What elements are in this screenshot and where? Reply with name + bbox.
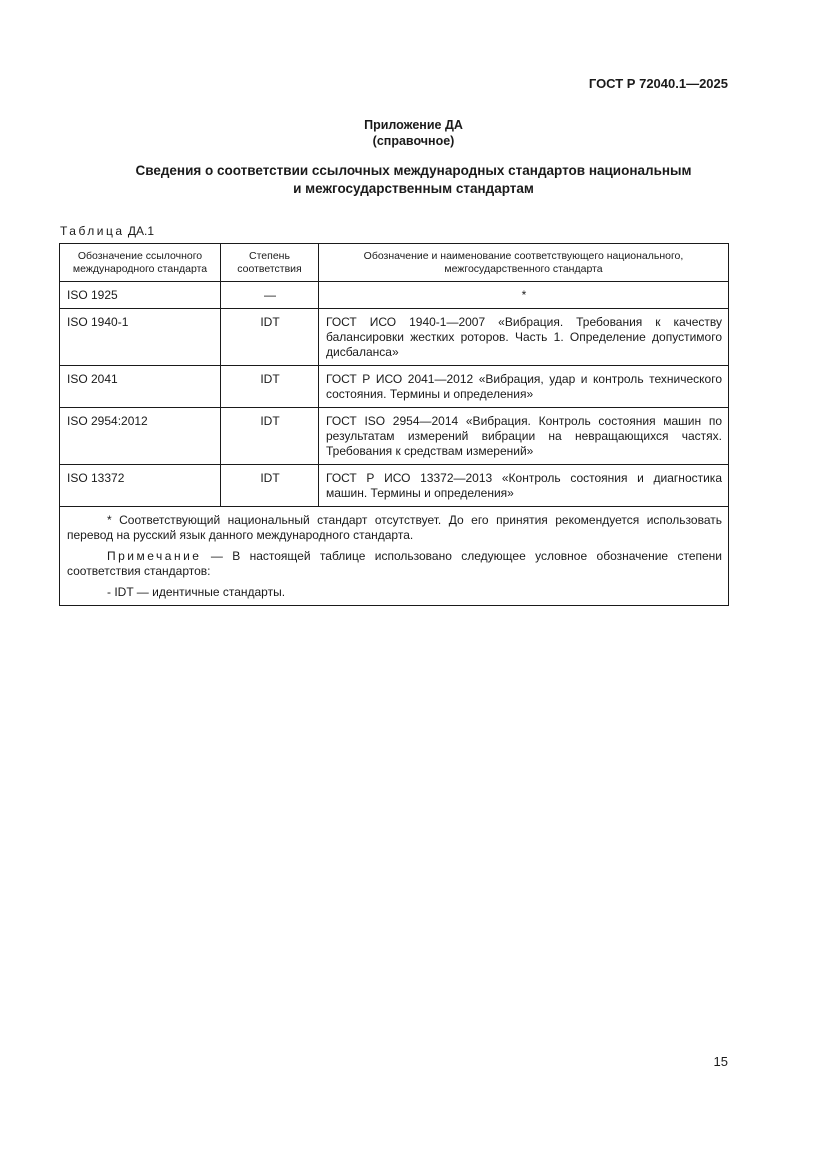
document-code: ГОСТ Р 72040.1—2025 — [588, 76, 728, 91]
page-number: 15 — [713, 1054, 728, 1069]
degree-cell: IDT — [221, 309, 319, 366]
table-header-row — [60, 244, 729, 282]
national-cell: ГОСТ ISO 2954—2014 «Вибрация. Контроль состояния машин по результатам измерений вибрации на невращающихся частях. Требования к средствам измерений» — [319, 408, 729, 465]
header-ref-standard: Обозначение ссылочного международного стандарта — [60, 244, 221, 282]
table-notes — [60, 507, 729, 606]
degree-cell: — — [221, 282, 319, 309]
appendix-title: Приложение ДА — [364, 118, 463, 132]
note-label: Примечание — [107, 549, 202, 563]
ref-cell: ISO 2954:2012 — [60, 408, 221, 465]
page-title — [0, 162, 827, 198]
page-title-line-2: и межгосударственным стандартам — [293, 181, 534, 196]
table-caption — [60, 224, 154, 238]
page-title-line-1: Сведения о соответствии ссылочных международных стандартов национальным — [135, 163, 692, 178]
table-caption-number: ДА.1 — [127, 224, 155, 238]
degree-cell: IDT — [221, 366, 319, 408]
note — [67, 549, 722, 579]
note-text: — В настоящей таблице использовано следующее условное обозначение степени соответствия стандартов: — [67, 549, 722, 578]
national-cell: ГОСТ Р ИСО 13372—2013 «Контроль состояния и диагностика машин. Термины и определения» — [319, 465, 729, 507]
table-row — [60, 309, 729, 366]
national-cell: ГОСТ Р ИСО 2041—2012 «Вибрация, удар и контроль технического состояния. Термины и определения» — [319, 366, 729, 408]
ref-cell: ISO 1940-1 — [60, 309, 221, 366]
degree-cell: IDT — [221, 465, 319, 507]
table-caption-word: Таблица — [60, 224, 125, 238]
national-cell: * — [319, 282, 729, 309]
table-row — [60, 465, 729, 507]
header-degree: Степень соответствия — [221, 244, 319, 282]
table-row — [60, 366, 729, 408]
abbreviation-item: - IDT — идентичные стандарты. — [107, 585, 286, 599]
table-row — [60, 408, 729, 465]
ref-cell: ISO 2041 — [60, 366, 221, 408]
degree-cell: IDT — [221, 408, 319, 465]
national-cell: ГОСТ ИСО 1940-1—2007 «Вибрация. Требования к качеству балансировки жестких роторов. Часть 1. Определение допустимого дисбаланса» — [319, 309, 729, 366]
appendix-subtitle: (справочное) — [372, 134, 455, 148]
header-national-standard: Обозначение и наименование соответствующего национального, межгосударственного стандарта — [319, 244, 729, 282]
footnote: * Соответствующий национальный стандарт отсутствует. До его принятия рекомендуется использовать перевод на русский язык данного международного стандарта. — [67, 513, 722, 542]
correspondence-table — [59, 243, 729, 606]
table-notes-row — [60, 507, 729, 606]
ref-cell: ISO 1925 — [60, 282, 221, 309]
appendix-heading — [0, 117, 827, 149]
table-row — [60, 282, 729, 309]
ref-cell: ISO 13372 — [60, 465, 221, 507]
